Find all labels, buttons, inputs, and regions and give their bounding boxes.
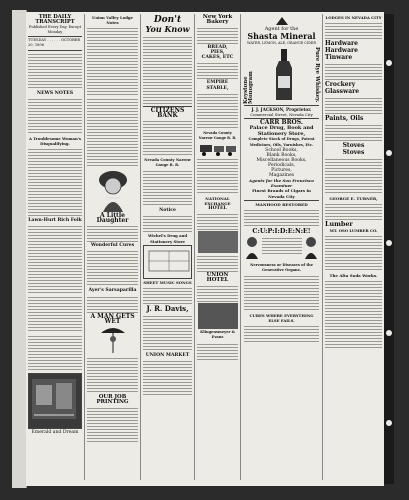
proprietor: J. J. JACKSON, Proprietor. [251, 107, 312, 113]
text-block [244, 208, 319, 226]
binding-hole [386, 60, 392, 66]
column-4 [194, 14, 240, 480]
text-block [143, 359, 192, 397]
crest-icon [275, 16, 289, 26]
sheet-music-heading: SHEET MUSIC SONGS [143, 279, 192, 285]
text-block [28, 334, 82, 372]
text-block [197, 92, 238, 130]
portrait-icon [303, 235, 319, 259]
text-block [197, 26, 238, 44]
stoves-heading-2: Stoves [342, 149, 365, 157]
news-heading: A Troublesome Woman's Disqualifying. [28, 135, 82, 146]
man-gets-wet-heading: A MAN GETS WET [90, 312, 135, 325]
carr-bros: CARR BROS. [260, 119, 303, 127]
turner-heading: GEORGE E. TURNER, [329, 196, 378, 202]
engraving-image [30, 375, 78, 423]
column-right [322, 14, 384, 480]
magazines: Magazines [268, 173, 295, 179]
divider [244, 105, 319, 106]
news-heading: NEWS NOTES [36, 90, 74, 96]
cures-line: CURES WHERE EVERYTHING ELSE FAILS. [249, 312, 314, 323]
text-block [143, 119, 192, 157]
text-block [28, 295, 82, 333]
girl-caption: A Little Daughter [96, 212, 129, 225]
text-block [244, 324, 319, 342]
school-books: School Books, [265, 147, 298, 153]
text-block [87, 97, 138, 167]
union-market-heading: UNION MARKET [145, 352, 190, 358]
text-block [28, 97, 82, 135]
text-block [87, 26, 138, 96]
narrow-gauge-heading: Nevada County Narrow Gauge R. R. [198, 130, 237, 140]
citizens-bank: CITIZENS BANK [150, 107, 185, 120]
text-block [325, 96, 382, 114]
text-block [28, 224, 82, 294]
know-heading: You Know [145, 24, 190, 34]
column-2 [84, 14, 140, 480]
text-block [197, 157, 238, 195]
text-block [143, 169, 192, 207]
masthead-subtitle: Published Every Day, Except Monday [28, 25, 82, 35]
text-block [197, 284, 238, 302]
text-block [143, 35, 192, 105]
text-block [87, 356, 138, 394]
masthead-date: TUESDAY . . . . . . OCTOBER 20, 1896 [28, 38, 81, 48]
binding-hole [386, 420, 392, 426]
keystone-monogram: Keystone Monogram [243, 71, 255, 105]
text-block [262, 236, 302, 254]
stoves-heading: Stoves [342, 142, 365, 150]
bakery-heading: New York Bakery [202, 14, 233, 26]
masthead-title: THE DAILY TRANSCRIPT [35, 14, 75, 26]
misc-books: Miscellaneous Books, [256, 157, 307, 163]
portrait-icon [244, 235, 260, 259]
map-graphic [145, 247, 193, 275]
text-block [87, 406, 138, 444]
binding-hole [386, 150, 392, 156]
text-block [325, 157, 382, 195]
water-list: WATER, LEMON, ALE, ORANGE CIDER [247, 41, 316, 46]
lumber-heading: Lumber [325, 220, 353, 229]
lodges-heading: LODGES IN NEVADA CITY [325, 15, 382, 20]
examiner-agents: Agents for the San Francisco Examiner [249, 178, 314, 189]
complete-stock: Complete Stock of Drugs, Patent Medicines, Oils, Varnishes, Etc. [248, 137, 315, 147]
text-block [28, 52, 82, 90]
railroad-heading: Nevada County Narrow Gauge R. R. [144, 158, 191, 168]
news-heading: Lawn-Hurt Rich Folk [28, 217, 82, 223]
text-block [325, 123, 382, 141]
paints-heading: Paints, Oils [325, 115, 364, 123]
text-block [197, 254, 238, 272]
text-block [325, 202, 382, 220]
bakery-bread: BREAD, [207, 45, 228, 51]
soda-works-heading: The Alta Soda Works. [329, 273, 378, 279]
ad-footer-text: Emerald and Dream [31, 429, 79, 435]
glassware-heading: Glassware [325, 88, 360, 96]
jr-davis-heading: J. R. Davis, [146, 303, 189, 313]
pure-rye-whiskey: Pure Rye Whiskey. [314, 47, 320, 103]
notice-heading: Notice [159, 208, 176, 214]
manhood-restored: MANHOOD RESTORED [255, 201, 308, 207]
hotel-label: HOTEL [208, 206, 227, 212]
text-block [143, 314, 192, 352]
street: Commercial Street, Nevada City [250, 112, 313, 118]
text-block [87, 249, 138, 287]
binding-strip [384, 14, 394, 484]
hardware-heading: Hardware [325, 40, 358, 48]
cupidene-title: C:U:P:I:D:E:N:E! [252, 226, 311, 235]
wonderful-cures: Wonderful Cures [90, 243, 135, 249]
job-printing-heading: OUR JOB PRINTING [96, 393, 129, 405]
page-edge [12, 10, 27, 488]
divider [28, 50, 82, 51]
empire-stable: EMPIRE STABLE, [206, 80, 229, 91]
newspaper-page [26, 12, 384, 486]
column-3 [140, 14, 194, 480]
illustrated-ad [28, 373, 82, 429]
hardware-heading-2: Hardware [325, 47, 358, 55]
text-block [325, 62, 382, 80]
girl-illustration [92, 168, 134, 212]
text-block [325, 234, 382, 272]
lodge-notes-heading: Union Valley Lodge Notes [92, 15, 133, 26]
text-block [325, 21, 382, 39]
text-block [197, 212, 238, 230]
text-block [197, 61, 238, 79]
text-block [197, 342, 238, 360]
text-block [143, 286, 192, 304]
binding-hole [386, 240, 392, 246]
building-engraving [198, 303, 238, 329]
text-block [87, 295, 138, 313]
train-illustration [198, 142, 238, 156]
agent-for: Agent for the [264, 26, 299, 32]
text-block [28, 147, 82, 217]
ads-column [240, 14, 322, 480]
dont-heading: Don't [153, 15, 182, 25]
bakery-pies: PIES, [210, 50, 225, 56]
column-1 [26, 14, 84, 480]
union-hotel-heading: UNION HOTEL [206, 272, 229, 284]
national-exchange: NATIONAL EXCHANGE [204, 195, 231, 206]
divider [28, 36, 82, 37]
pictures: Pictures, [271, 168, 292, 174]
whiskey-bottle-icon [273, 48, 295, 102]
lumber-company: MT. OSO LUMBER CO. [329, 228, 378, 234]
bakery-cakes: CAKES, ETC [201, 55, 234, 61]
rain-figure-icon [99, 325, 127, 355]
ayer-heading: Ayer's Sarsaparilla [88, 288, 137, 294]
nervousness-line: Nervousness or Diseases of the Generative Organs. [250, 262, 313, 272]
crockery-heading: Crockery [325, 81, 356, 89]
finest-cigars: Finest Brands of Cigars in Nevada City [252, 188, 311, 199]
text-block [244, 274, 319, 312]
binding-hole [386, 330, 392, 336]
text-block [87, 224, 138, 242]
map-ad [143, 245, 192, 279]
periodicals: Periodicals, [267, 162, 296, 168]
text-block [325, 279, 382, 349]
text-block [143, 214, 192, 232]
blank-books: Blank Books, [266, 152, 297, 158]
shasta-mineral: Shasta Mineral [247, 31, 316, 42]
proprietors: Klingensmeyer & Evans [200, 330, 235, 340]
palace-drug: Palace Drug, Book and Stationery Store, [249, 125, 314, 138]
divider [244, 200, 319, 201]
drug-store-heading: Wichel's Drug and Stationery Store [147, 233, 188, 244]
hotel-engraving [198, 231, 238, 253]
tinware-heading: Tinware [325, 54, 353, 62]
